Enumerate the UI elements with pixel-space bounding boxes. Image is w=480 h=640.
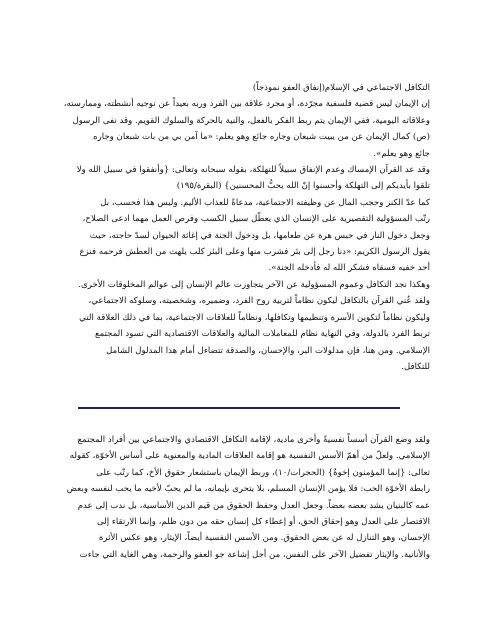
paragraph-line: أحد خفيه فسقاه فشكر الله له فأدخله الجنة». — [268, 263, 430, 274]
paragraph-line: الإسلامي. ومن هنا، فإن مدلولات البر، والإحسان، والصدقة تتضاءل أمام هذا المدلول الشامل — [106, 345, 430, 356]
paragraph-line: الإسلامي. ولعلّ من أهمّ الأسس النفسية هو إقامة العلاقات المادية والمعنوية على أساس الأخوّة، كقوله — [69, 451, 430, 462]
paragraph-line: رتّب المسؤولية التقصيرية على الإنسان الذي يعطّل سبيل الكسب وفرص العمل مهما ادعى الصلاح، — [82, 214, 430, 225]
paragraph-line: وجعل دخول النار في حبس هرة عن طعامها، بل ودخول الجنة في إغاثة الحيوان لسدّ حاجته، حيث — [89, 230, 430, 241]
paragraph-line: الإحسان، وهو التنازل له عن بعض الحقوق. ومن الأسس النفسية أيضاً، الإيثار، وهو عكس الأثرة — [98, 533, 430, 544]
paragraph-line: كما عدّ الكنز وحجب المال عن وظيفته الاجتماعية، مدعاةً للعذاب الأليم. وليس هذا فحسب، بل — [100, 197, 430, 208]
paragraph-line: والأنانية. والإيثار تفضيل الآخر على النفس، من أجل إشاعة جو العفو والرحمة، وهي الغاية التي جاءت — [79, 549, 430, 560]
section-divider — [78, 407, 400, 409]
section-title: التكافل الاجتماعي في الإسلام(إنفاق العفو نموذجاً) — [252, 83, 430, 93]
paragraph-line: للتكافل. — [401, 361, 430, 372]
paragraph-line: وهكذا نجد التكافل وعموم المسؤولية عن الآخر يتجاوزت عالم الإنسان إلى عوالم المخلوقات الأخرى. — [78, 279, 430, 290]
paragraph-line: ولقد وضع القرآن أسساً نفسيةً وأخرى مادية، لإقامة التكافل الاقتصادي والاجتماعي بين أفراد المجتمع — [77, 435, 430, 445]
paragraph-line: ولقد عُني القرآن بالتكافل ليكون نظاماً لتربية روح الفرد، وضميره، وشخصيته، وسلوكه الاجتماعي، — [88, 296, 430, 307]
paragraph-line: جائع وهو يعلم». — [373, 148, 430, 159]
paragraph-line: إن الإيمان ليس قضية فلسفية مجرّدة، أو مجرد علاقة بين الفرد وربه بعيداً عن توجيه أنشطته، وممارسته، — [63, 99, 430, 110]
paragraph-line: تربط الفرد بالدولة، وفي النهاية نظام للمعاملات المالية والعلاقات الاقتصادية التي تسود المجتمع — [95, 329, 430, 340]
section-1 — [58, 80, 430, 375]
paragraph-line: تعالى: {إنما المؤمنون إخوةٌ} (الحجرات/١٠)، وربط الإيمان باستشعار حقوق الأخ، كما رتّب على — [96, 467, 430, 478]
section-2 — [58, 432, 430, 563]
paragraph-line: (ص) كمال الإيمان عن من يبيت شبعان وجاره جائع وهو يعلم: «ما آمن بي من بات شبعان وجاره — [93, 132, 430, 143]
paragraph-line: رابطة الأخوّة الحب: فلا يؤمن الإنسان المسلم، بلا يتحرى بإيمانه، ما لم يحبّ لأخيه ما يحب لنفسه وبعض — [66, 484, 430, 495]
paragraph-line: عمه كالبنيان يشد بعضه بعضاً. وجعل العدل وحفظ الحقوق من قيم الدين الأساسية، بل ندب إلى عدم — [77, 500, 430, 511]
paragraph-line: تلقوا بأيديكم إلى التهلكة وأحسنوا إنّ الله يحبُّ المحسنين} (البقرة/١٩٥) — [176, 181, 430, 192]
paragraph-line: وليكون نظاماً لتكوين الأسرة وتنظيمها وتكافلها، ونظاماً للعلاقات الاجتماعية، بما في ذلك العلاقة التي — [79, 312, 430, 323]
paragraph-line: يقول الرسول الكريم: «دنا رجل إلى بئر فشرب منها وعلى البئر كلب يلهث من العطش فرحمه فنزع — [79, 247, 430, 258]
paragraph-line: وعلاقاته اليومية، ففي الإيمان يتم ربط الفكر بالفعل، والنية بالحركة والسلوك القويم. وقد نفى الرسول — [72, 115, 430, 126]
paragraph-line: وقد عد القرآن الإمساك وعدم الإنفاق سبيلاً للتهلكة، بقوله سبحانه وتعالى: {وأنفقوا في سبيل الله ولا — [76, 165, 430, 176]
paragraph-line: الاقتصار على العدل وهو إحقاق الحق، أو إعطاء كل إنسان حقه من دون ظلم، وإنما الارتقاء إلى — [96, 517, 430, 528]
